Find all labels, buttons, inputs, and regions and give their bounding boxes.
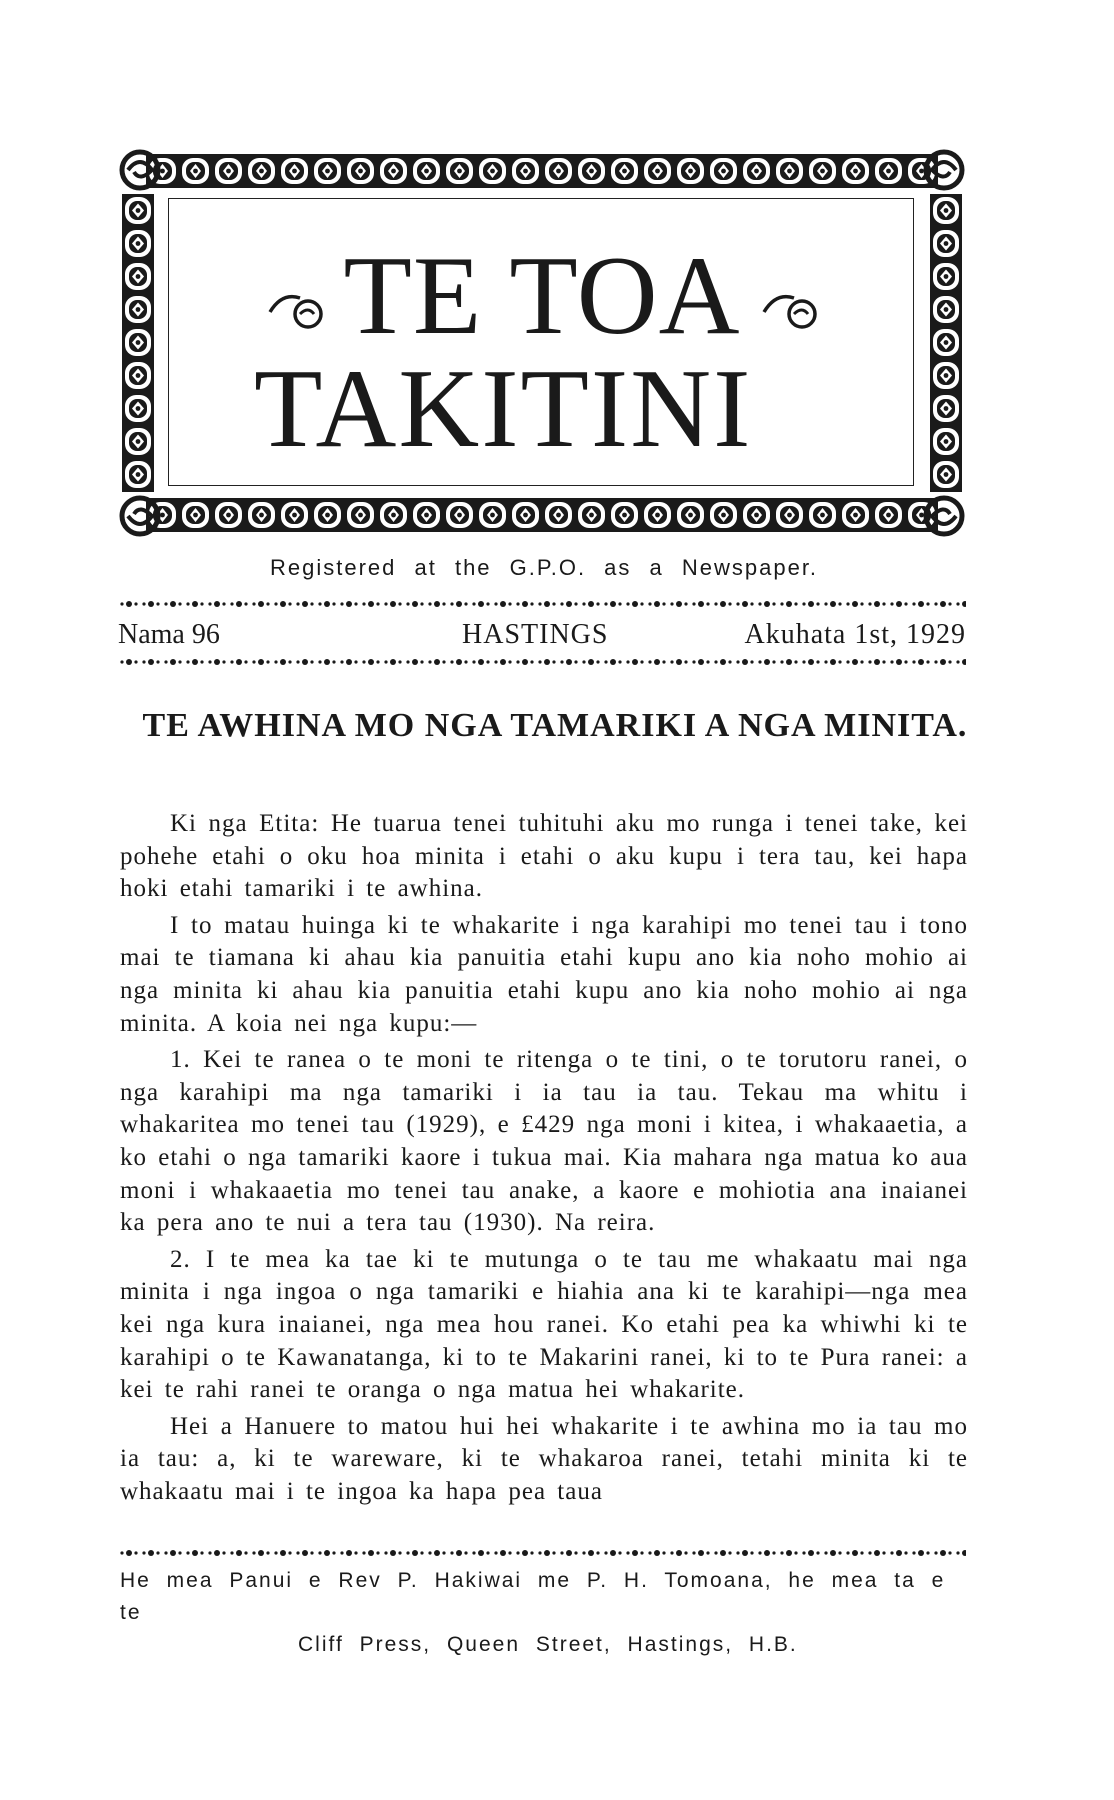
article-paragraph: Hei a Hanuere to matou hui hei whakarite i te awhina mo ia tau mo ia tau: a, ki te wareware, ki te whakaroa ranei, tetahi minita ki te whakaatu mai i te ingoa ka hapa pea taua <box>120 1412 968 1505</box>
article-paragraph: Ki nga Etita: He tuarua tenei tuhituhi aku mo runga i tenei take, kei pohehe etahi o oku hoa minita i etahi o aku kupu i tera tau, kei hapa hoki etahi tamariki i te awhina. <box>120 810 968 903</box>
article-paragraph: I to matau huinga ki te whakarite i nga karahipi mo tenei tau i tono mai te tiamana ki ahau kia panuitia etahi kupu ano kia noho mohio ai nga minita ki ahau kia panuitia etahi kupu ano kia noho mohio ai nga minita. A koia nei nga kupu:— <box>120 911 968 1037</box>
article-headline: TE AWHINA MO NGA TAMARIKI A NGA MINITA. <box>142 707 968 744</box>
dotted-rule-middle <box>118 658 966 666</box>
dotted-rule-bottom <box>118 1549 966 1557</box>
article-paragraph: 2. I te mea ka tae ki te mutunga o te tau me whakaatu mai nga minita i nga ingoa o nga tamariki e hiahia ana ki te karahipi—nga mea kei nga kura inaianei, nga mea hou ranei. Ko etahi pea ka whiwhi ki te karahipi o te Kawanatanga, ki to te Makarini ranei, ki to te Pura ranei: a kei te rahi ranei te oranga o nga matua hei whakarite. <box>120 1245 968 1404</box>
corner-swirl-icon <box>922 148 966 192</box>
corner-swirl-icon <box>922 494 966 538</box>
footer-line2: Cliff Press, Queen Street, Hastings, H.B. <box>298 1633 798 1656</box>
issue-place: HASTINGS <box>462 619 609 650</box>
article-paragraph: 1. Kei te ranea o te moni te ritenga o te tini, o te torutoru ranei, o nga karahipi ma nga tamariki i ia tau ia tau. Tekau ma whitu i whakaritea mo tenei tau (1929), e £429 nga moni i kitea, i whakaaetia, a ko etahi o nga tamariki kaore i tukua mai. Kia mahara nga matua ko aua moni i whakaaetia mo tenei tau anake, a kaore e mohiotia ana inaianei ka pera ano te nui a tera tau (1930). Na reira. <box>120 1046 968 1237</box>
dotted-rule-top <box>118 600 966 608</box>
masthead-title-line2: TAKITINI <box>254 347 753 471</box>
ornamental-border-bottom <box>146 492 938 538</box>
ornamental-border-top <box>146 148 938 194</box>
footer-line1: He mea Panui e Rev P. Hakiwai me P. H. Tomoana, he mea ta e te <box>120 1569 946 1624</box>
corner-swirl-icon <box>118 148 162 192</box>
masthead <box>118 148 966 538</box>
publisher-footer <box>118 1565 966 1661</box>
article-body <box>120 808 968 1508</box>
registration-note: Registered at the G.P.O. as a Newspaper. <box>270 555 819 580</box>
issue-info-line <box>118 618 966 652</box>
corner-swirl-icon <box>118 494 162 538</box>
issue-date: Akuhata 1st, 1929 <box>744 619 966 650</box>
issue-number: Nama 96 <box>118 619 220 650</box>
masthead-title-line1: TE TOA <box>343 234 741 358</box>
